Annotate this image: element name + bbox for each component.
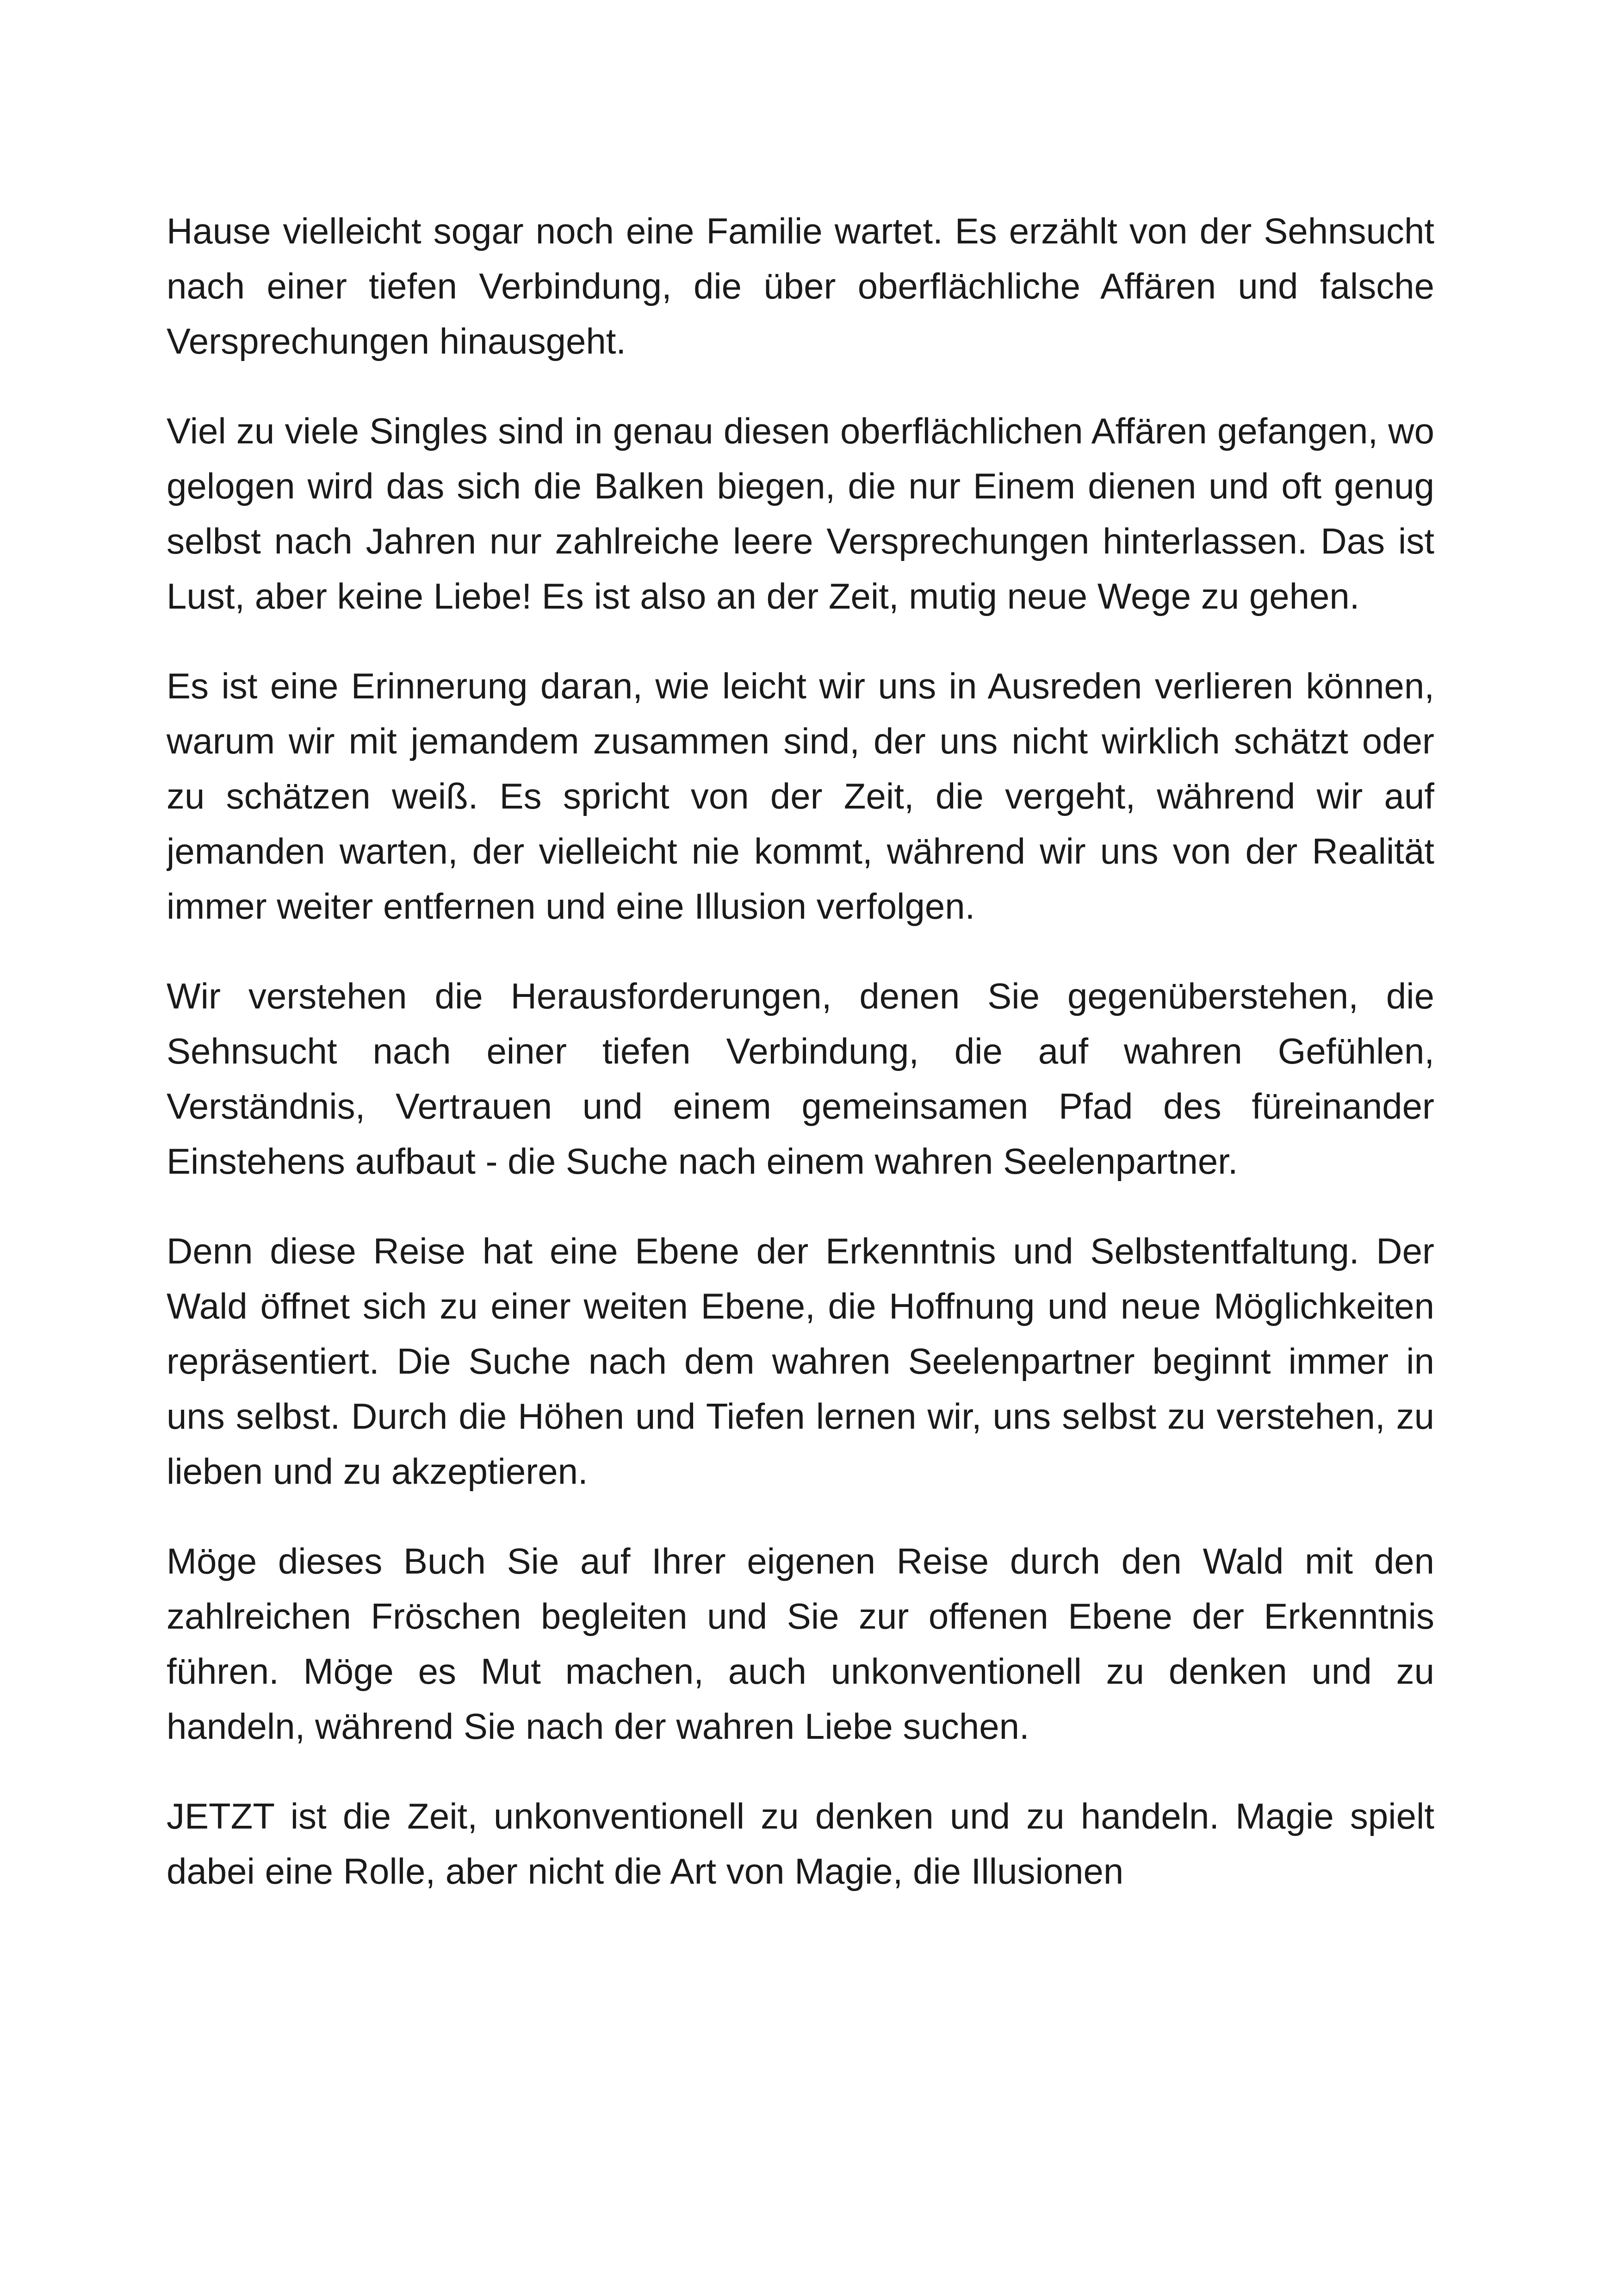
paragraph-2: Viel zu viele Singles sind in genau diesen oberflächlichen Affären gefangen, wo gelogen wird das sich die Balken biegen, die nur Einem dienen und oft genug selbst nach Jahren nur zahlreiche leere Versprechungen hinterlassen. Das ist Lust, aber keine Liebe! Es ist also an der Zeit, mutig neue Wege zu gehen. — [167, 411, 1434, 616]
paragraph-1: Hause vielleicht sogar noch eine Familie wartet. Es erzählt von der Sehnsucht nach einer tiefen Verbindung, die über oberflächliche Affären und falsche Versprechungen hinausgeht. — [167, 211, 1434, 361]
book-page — [167, 204, 1434, 2101]
paragraph-3: Es ist eine Erinnerung daran, wie leicht wir uns in Ausreden verlieren können, warum wir mit jemandem zusammen sind, der uns nicht wirklich schätzt oder zu schätzen weiß. Es spricht von der Zeit, die vergeht, während wir auf jemanden warten, der vielleicht nie kommt, während wir uns von der Realität immer weiter entfernen und eine Illusion verfolgen. — [167, 666, 1434, 927]
paragraph-4: Wir verstehen die Herausforderungen, denen Sie gegenüberstehen, die Sehnsucht nach einer tiefen Verbindung, die auf wahren Gefühlen, Verständnis, Vertrauen und einem gemeinsamen Pfad des füreinander Einstehens aufbaut - die Suche nach einem wahren Seelenpartner. — [167, 976, 1434, 1182]
paragraph-7: JETZT ist die Zeit, unkonventionell zu denken und zu handeln. Magie spielt dabei eine Rolle, aber nicht die Art von Magie, die Illusionen — [167, 1796, 1434, 1892]
paragraph-6: Möge dieses Buch Sie auf Ihrer eigenen Reise durch den Wald mit den zahlreichen Fröschen begleiten und Sie zur offenen Ebene der Erkenntnis führen. Möge es Mut machen, auch unkonventionell zu denken und zu handeln, während Sie nach der wahren Liebe suchen. — [167, 1541, 1434, 1747]
paragraph-5: Denn diese Reise hat eine Ebene der Erkenntnis und Selbstentfaltung. Der Wald öffnet sich zu einer weiten Ebene, die Hoffnung und neue Möglichkeiten repräsentiert. Die Suche nach dem wahren Seelenpartner beginnt immer in uns selbst. Durch die Höhen und Tiefen lernen wir, uns selbst zu verstehen, zu lieben und zu akzeptieren. — [167, 1231, 1434, 1492]
